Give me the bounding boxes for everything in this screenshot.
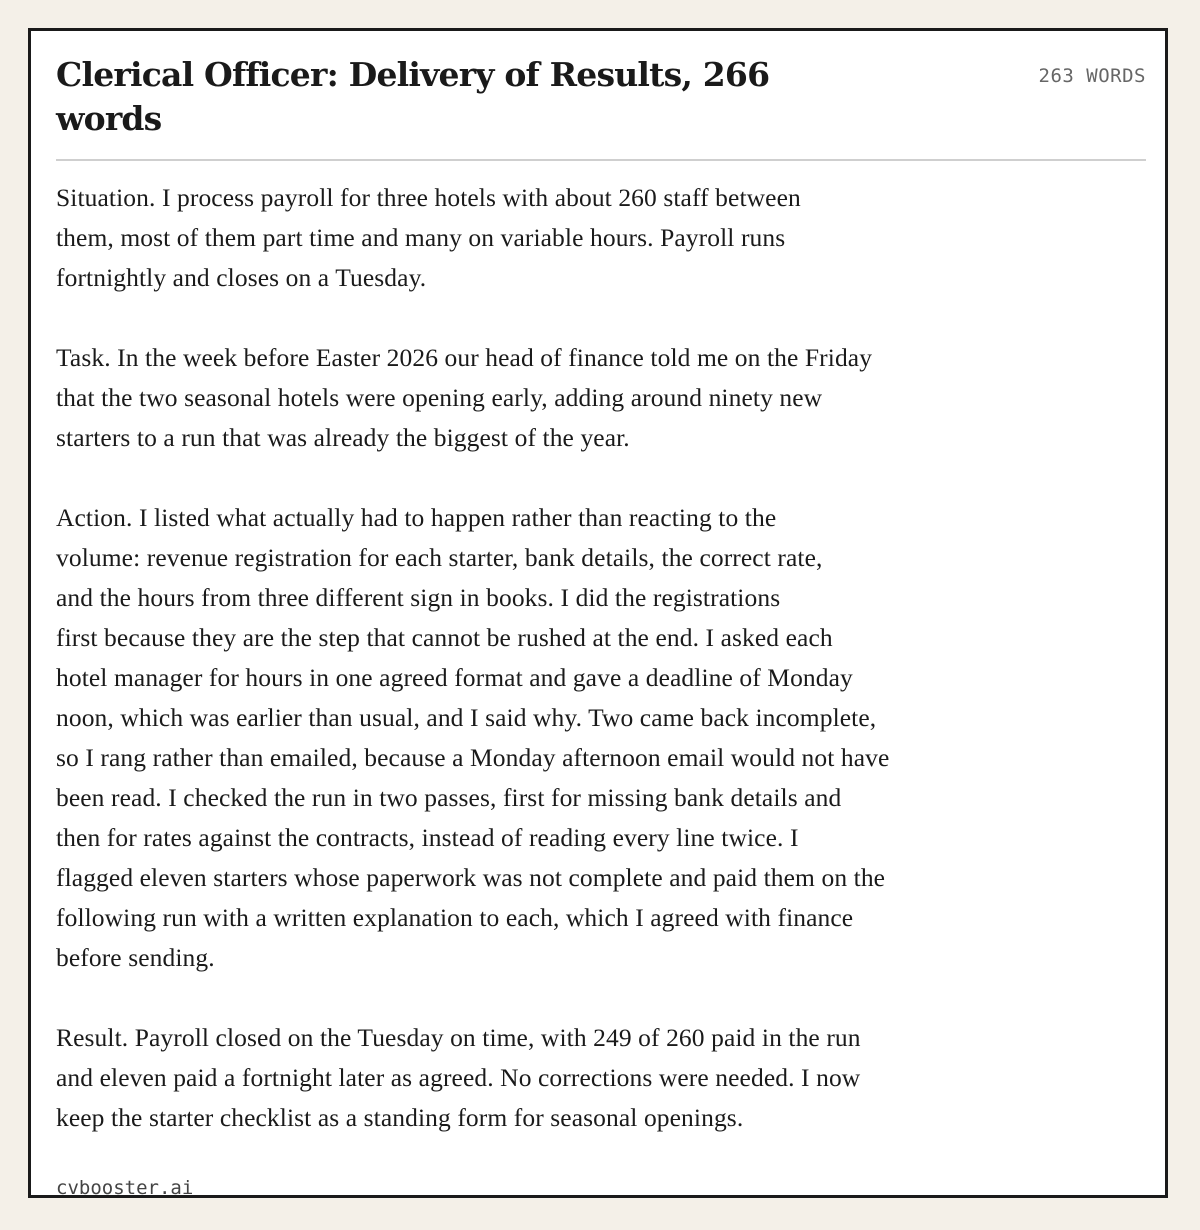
text-line: Situation. I process payroll for three hotels with about 260 staff between [56,183,801,212]
document-body [56,178,1056,1138]
text-line: and the hours from three different sign in books. I did the registrations [56,583,781,612]
text-line: Task. In the week before Easter 2026 our head of finance told me on the Friday [56,343,873,372]
text-line: so I rang rather than emailed, because a Monday afternoon email would not have [56,743,890,772]
document-card [28,28,1168,1198]
text-line: them, most of them part time and many on variable hours. Payroll runs [56,223,786,252]
footer-brand: cvbooster.ai [56,1177,194,1198]
text-line: Action. I listed what actually had to happen rather than reacting to the [56,503,777,532]
text-line: and eleven paid a fortnight later as agreed. No corrections were needed. I now [56,1063,861,1092]
text-line: noon, which was earlier than usual, and I said why. Two came back incomplete, [56,703,877,732]
text-line: hotel manager for hours in one agreed format and gave a deadline of Monday [56,663,853,692]
text-line: first because they are the step that cannot be rushed at the end. I asked each [56,623,833,652]
text-line: flagged eleven starters whose paperwork was not complete and paid them on the [56,863,886,892]
document-title: Clerical Officer: Delivery of Results, 266 words [56,55,770,138]
paragraph-task [56,338,1056,458]
text-line: fortnightly and closes on a Tuesday. [56,263,427,292]
paragraph-result [56,1018,1056,1138]
text-line: keep the starter checklist as a standing form for seasonal openings. [56,1103,744,1132]
text-line: Result. Payroll closed on the Tuesday on time, with 249 of 260 paid in the run [56,1023,861,1052]
text-line: then for rates against the contracts, instead of reading every line twice. I [56,823,799,852]
text-line: before sending. [56,943,215,972]
text-line: that the two seasonal hotels were opening early, adding around ninety new [56,383,823,412]
text-line: following run with a written explanation to each, which I agreed with finance [56,903,854,932]
paragraph-action [56,498,1056,978]
paragraph-situation [56,178,1056,298]
text-line: volume: revenue registration for each starter, bank details, the correct rate, [56,543,823,572]
document-header [56,53,1146,141]
text-line: starters to a run that was already the biggest of the year. [56,423,630,452]
word-count-label: 263 WORDS [1038,65,1146,87]
text-line: been read. I checked the run in two passes, first for missing bank details and [56,783,842,812]
header-divider [56,159,1146,161]
